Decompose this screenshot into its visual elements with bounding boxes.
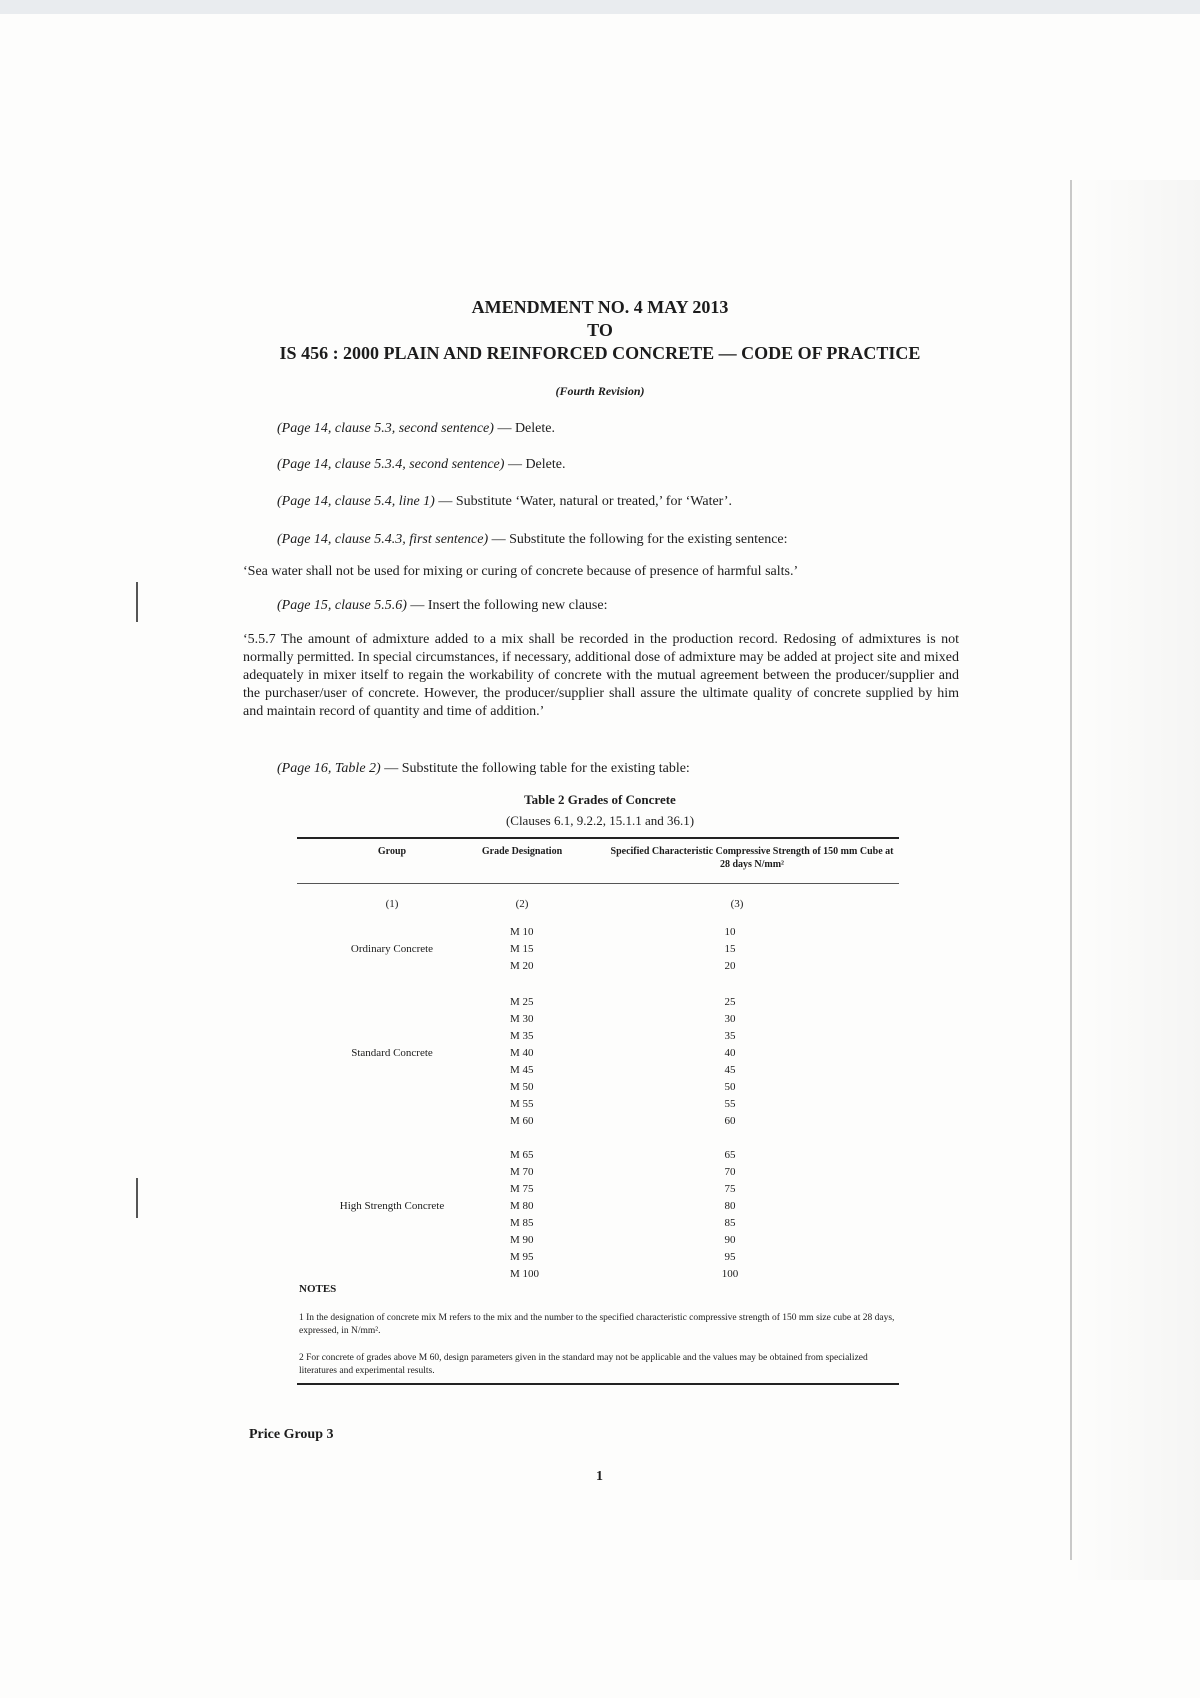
strength-cell: 45 [724, 1064, 736, 1076]
standard-title: IS 456 : 2000 PLAIN AND REINFORCED CONCRETE — CODE OF PRACTICE [279, 343, 921, 363]
table-row [0, 1013, 1200, 1030]
grade-cell: M 50 [510, 1081, 534, 1093]
new-clause-text: ‘5.5.7 The amount of admixture added to a mix shall be recorded in the production record. Redosing of admixtures is not normally permitted. In special circumstances, if necessary, additional dose of admixture may be added at project site and mixed adequately in mixer itself to regain the workability of concrete with the mutual agreement between the producer/supplier and the purchaser/user of concrete. However, the producer/supplier shall assure the ultimate quality of concrete supplied by him and maintain record of quantity and time of addition.’ [243, 632, 959, 719]
column-header-grade: Grade Designation [481, 846, 563, 857]
strength-cell: 20 [724, 960, 736, 972]
amendment-item [277, 760, 690, 778]
table-row [0, 1047, 1200, 1064]
grade-cell: M 60 [510, 1115, 534, 1127]
strength-cell: 40 [724, 1047, 736, 1059]
amendment-item [277, 493, 732, 511]
table-row [0, 996, 1200, 1013]
column-header-strength: Specified Characteristic Compressive Strength of 150 mm Cube at 28 days N/mm² [610, 846, 894, 870]
strength-cell: 60 [724, 1115, 736, 1127]
amendment-title: AMENDMENT NO. 4 MAY 2013 [471, 297, 729, 317]
strength-cell: 70 [724, 1166, 736, 1178]
revision-label: (Fourth Revision) [555, 384, 645, 398]
table-row [0, 1081, 1200, 1098]
table-row [0, 1098, 1200, 1115]
strength-cell: 80 [724, 1200, 736, 1212]
strength-cell: 10 [724, 926, 736, 938]
clause-reference: (Page 14, clause 5.3.4, second sentence) [277, 457, 505, 472]
grade-cell: M 70 [510, 1166, 534, 1178]
table-title: Table 2 Grades of Concrete [524, 792, 676, 807]
grade-cell: M 90 [510, 1234, 534, 1246]
table-row [0, 1183, 1200, 1200]
grade-cell: M 85 [510, 1217, 534, 1229]
strength-cell: 95 [724, 1251, 736, 1263]
note-item: 2 For concrete of grades above M 60, design parameters given in the standard may not be applicable and the values may be obtained from specialized literatures and experimental results. [299, 1353, 868, 1376]
note-item: 1 In the designation of concrete mix M refers to the mix and the number to the specified characteristic compressive strength of 150 mm size cube at 28 days, expressed, in N/mm². [299, 1313, 895, 1336]
amendment-item [277, 420, 555, 438]
grade-cell: M 75 [510, 1183, 534, 1195]
clause-reference: (Page 16, Table 2) [277, 761, 381, 776]
amendment-item [277, 597, 607, 615]
column-number: (3) [730, 898, 744, 910]
grade-cell: M 15 [510, 943, 534, 955]
grade-cell: M 65 [510, 1149, 534, 1161]
table-row [0, 1217, 1200, 1234]
scan-border [0, 0, 1200, 14]
strength-cell: 75 [724, 1183, 736, 1195]
clause-reference: (Page 14, clause 5.4, line 1) [277, 494, 435, 509]
strength-cell: 35 [724, 1030, 736, 1042]
grade-cell: M 25 [510, 996, 534, 1008]
table-row [0, 1251, 1200, 1268]
grade-cell: M 35 [510, 1030, 534, 1042]
amendment-to: TO [587, 320, 613, 340]
grade-cell: M 40 [510, 1047, 534, 1059]
table-row [0, 1234, 1200, 1251]
table-bottom-rule [297, 1383, 899, 1385]
page-number: 1 [596, 1469, 603, 1484]
grade-cell: M 45 [510, 1064, 534, 1076]
grade-cell: M 100 [510, 1268, 540, 1280]
grade-cell: M 20 [510, 960, 534, 972]
amendment-text: — Insert the following new clause: [406, 598, 608, 613]
table-header-rule [297, 883, 899, 884]
table-top-rule [297, 837, 899, 839]
group-label: Standard Concrete [351, 1047, 433, 1059]
strength-cell: 25 [724, 996, 736, 1008]
strength-cell: 15 [724, 943, 736, 955]
amendment-text: — Substitute the following table for the existing table: [380, 761, 690, 776]
group-label: High Strength Concrete [339, 1200, 445, 1212]
amendment-text: — Substitute ‘Water, natural or treated,’ for ‘Water’. [434, 494, 733, 509]
strength-cell: 55 [724, 1098, 736, 1110]
amendment-item [277, 531, 788, 549]
substituted-sentence: ‘Sea water shall not be used for mixing or curing of concrete because of presence of harmful salts.’ [243, 564, 799, 579]
amendment-text: — Delete. [504, 457, 566, 472]
grade-cell: M 95 [510, 1251, 534, 1263]
table-row [0, 1166, 1200, 1183]
table-row [0, 1064, 1200, 1081]
clause-reference: (Page 15, clause 5.5.6) [277, 598, 407, 613]
amendment-text: — Delete. [493, 421, 555, 436]
strength-cell: 85 [724, 1217, 736, 1229]
table-row [0, 943, 1200, 960]
column-number: (2) [515, 898, 529, 910]
grade-cell: M 10 [510, 926, 534, 938]
scan-mark [136, 582, 144, 622]
column-header-group: Group [377, 846, 407, 857]
table-row [0, 960, 1200, 977]
grade-cell: M 80 [510, 1200, 534, 1212]
notes-heading: NOTES [299, 1283, 337, 1295]
grade-cell: M 30 [510, 1013, 534, 1025]
amendment-item [277, 456, 565, 474]
clause-reference: (Page 14, clause 5.3, second sentence) [277, 421, 494, 436]
strength-cell: 90 [724, 1234, 736, 1246]
strength-cell: 100 [721, 1268, 739, 1280]
table-row [0, 1115, 1200, 1132]
grade-cell: M 55 [510, 1098, 534, 1110]
price-group: Price Group 3 [249, 1427, 334, 1442]
table-row [0, 1030, 1200, 1047]
column-number: (1) [385, 898, 399, 910]
strength-cell: 50 [724, 1081, 736, 1093]
amendment-text: — Substitute the following for the existing sentence: [488, 532, 788, 547]
table-row [0, 1268, 1200, 1285]
table-clauses: (Clauses 6.1, 9.2.2, 15.1.1 and 36.1) [505, 813, 695, 828]
clause-reference: (Page 14, clause 5.4.3, first sentence) [277, 532, 489, 547]
table-row [0, 1200, 1200, 1217]
group-label: Ordinary Concrete [350, 943, 434, 955]
strength-cell: 65 [724, 1149, 736, 1161]
table-row [0, 1149, 1200, 1166]
strength-cell: 30 [724, 1013, 736, 1025]
table-row [0, 926, 1200, 943]
